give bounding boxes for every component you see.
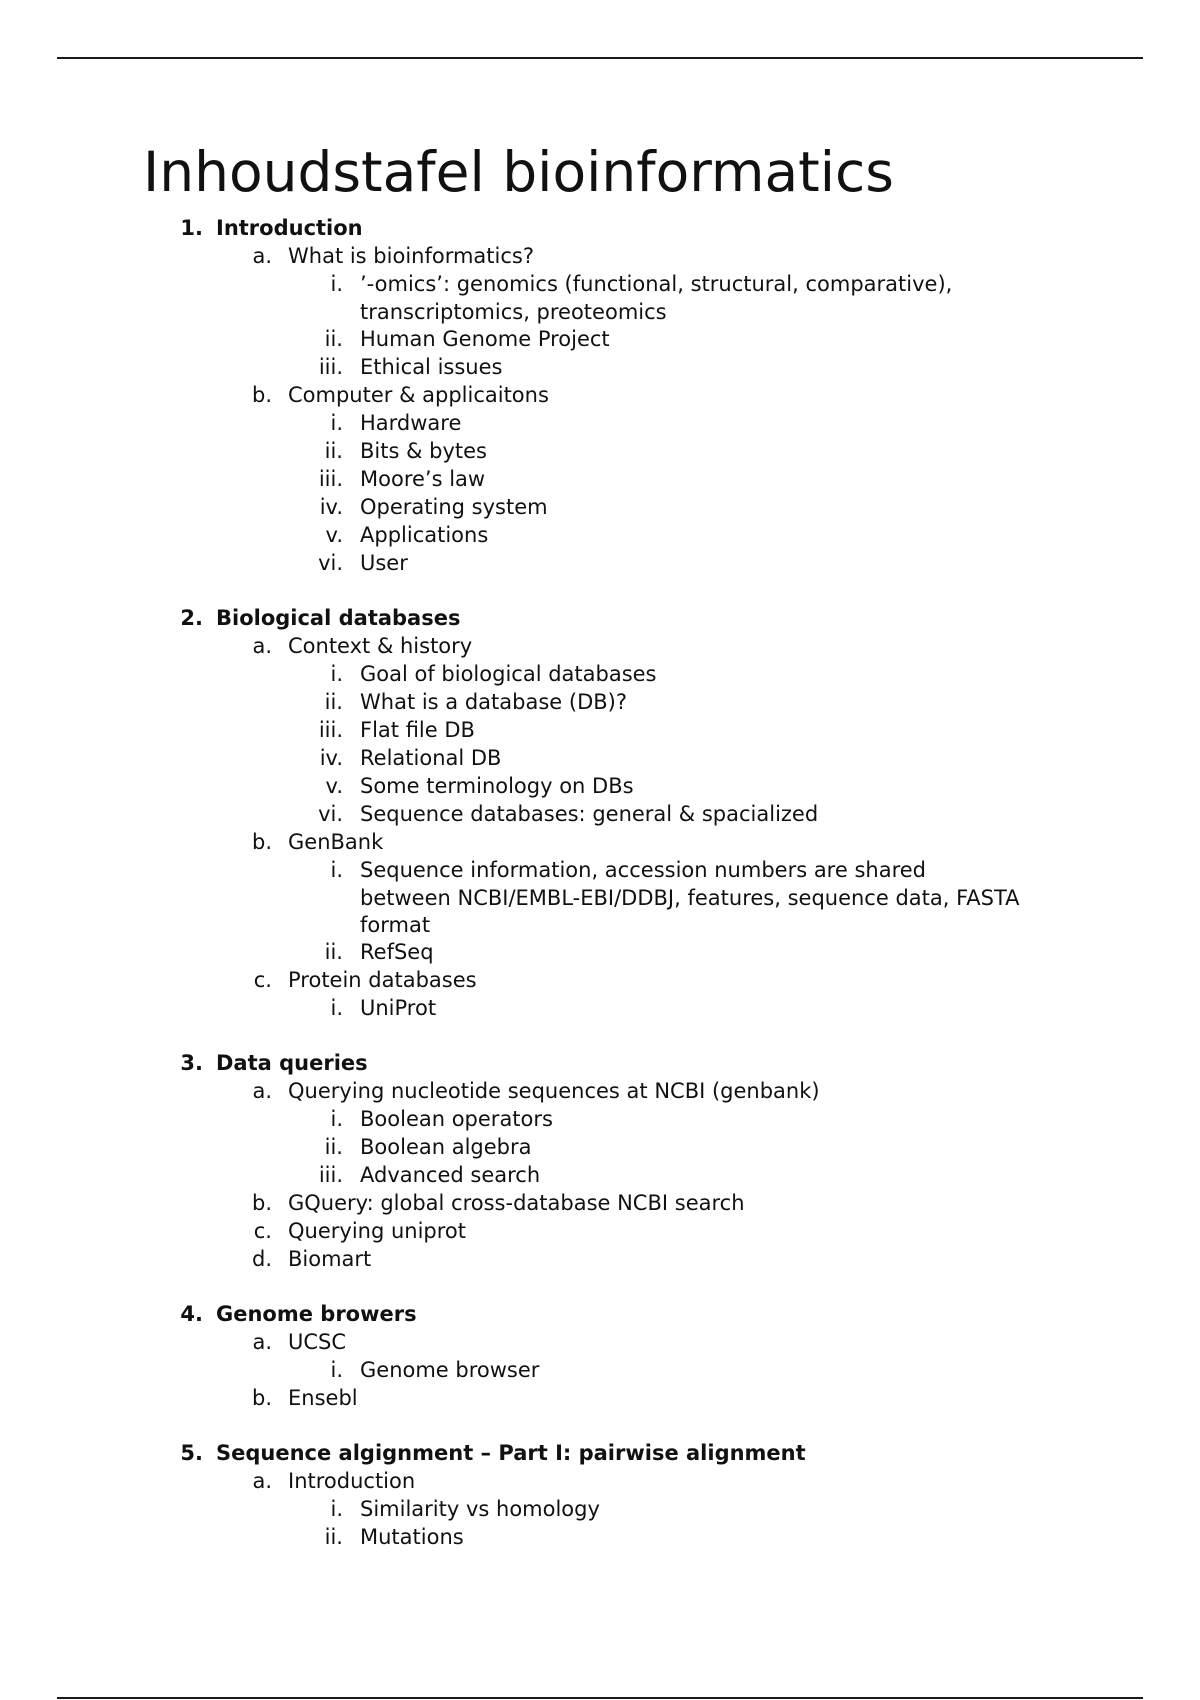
list-marker: iii. <box>318 467 343 491</box>
entry-text: Advanced search <box>360 1163 541 1187</box>
chapter-heading <box>0 1439 1200 1467</box>
topic-item <box>0 1495 1200 1523</box>
list-marker: ii. <box>324 439 343 463</box>
list-marker: c. <box>253 968 272 992</box>
table-of-contents <box>0 214 1200 1551</box>
list-marker: d. <box>251 1247 272 1271</box>
topic-item <box>0 688 1200 716</box>
topic-item <box>0 800 1200 828</box>
list-marker: i. <box>330 272 343 296</box>
entry-text: Goal of biological databases <box>360 662 657 686</box>
topic-item <box>0 911 1200 938</box>
entry-text: RefSeq <box>360 940 434 964</box>
topic-item <box>0 1133 1200 1161</box>
chapter-heading <box>0 1300 1200 1328</box>
list-marker: iii. <box>318 1163 343 1187</box>
subsection-item <box>0 1384 1200 1412</box>
entry-text: Genome browers <box>216 1302 417 1326</box>
list-marker: ii. <box>324 1135 343 1159</box>
entry-text: Similarity vs homology <box>360 1497 600 1521</box>
entry-text: Sequence databases: general & spacialized <box>360 802 819 826</box>
list-marker: 3. <box>180 1051 203 1075</box>
list-marker: v. <box>325 774 343 798</box>
list-marker: a. <box>252 1469 272 1493</box>
list-marker: b. <box>251 830 272 854</box>
entry-text: Human Genome Project <box>360 327 610 351</box>
entry-text: Introduction <box>216 216 363 240</box>
topic-item <box>0 994 1200 1022</box>
topic-item <box>0 298 1200 325</box>
entry-text: Moore’s law <box>360 467 486 491</box>
entry-text: Introduction <box>288 1469 416 1493</box>
topic-item <box>0 437 1200 465</box>
list-marker: v. <box>325 523 343 547</box>
entry-text: Computer & applicaitons <box>288 383 549 407</box>
entry-text: GenBank <box>288 830 384 854</box>
top-rule <box>57 57 1143 59</box>
topic-item <box>0 270 1200 298</box>
list-marker: vi. <box>318 551 343 575</box>
list-marker: 5. <box>180 1441 203 1465</box>
entry-text: UniProt <box>360 996 437 1020</box>
list-marker: iii. <box>318 718 343 742</box>
subsection-item <box>0 828 1200 856</box>
list-marker: 1. <box>180 216 203 240</box>
list-marker: 4. <box>180 1302 203 1326</box>
topic-item <box>0 1523 1200 1551</box>
list-marker: ii. <box>324 1525 343 1549</box>
bottom-rule <box>57 1697 1143 1699</box>
chapter-heading <box>0 214 1200 242</box>
entry-text: GQuery: global cross-database NCBI search <box>288 1191 745 1215</box>
subsection-item <box>0 1077 1200 1105</box>
entry-text: Hardware <box>360 411 462 435</box>
entry-text: Data queries <box>216 1051 368 1075</box>
list-marker: b. <box>251 1191 272 1215</box>
entry-text: Biological databases <box>216 606 461 630</box>
chapter-heading <box>0 604 1200 632</box>
entry-text: Biomart <box>288 1247 372 1271</box>
topic-item <box>0 772 1200 800</box>
entry-text: Boolean operators <box>360 1107 553 1131</box>
list-marker: i. <box>330 411 343 435</box>
list-marker: a. <box>252 634 272 658</box>
subsection-item <box>0 242 1200 270</box>
entry-text: What is bioinformatics? <box>288 244 534 268</box>
list-marker: vi. <box>318 802 343 826</box>
subsection-item <box>0 1245 1200 1273</box>
entry-text: Boolean algebra <box>360 1135 532 1159</box>
list-marker: i. <box>330 996 343 1020</box>
topic-item <box>0 521 1200 549</box>
section-spacer <box>0 577 1200 604</box>
list-marker: iii. <box>318 355 343 379</box>
topic-item <box>0 465 1200 493</box>
entry-text: Operating system <box>360 495 548 519</box>
chapter-heading <box>0 1049 1200 1077</box>
list-marker: a. <box>252 1079 272 1103</box>
list-marker: b. <box>251 1386 272 1410</box>
list-marker: c. <box>253 1219 272 1243</box>
list-marker: ii. <box>324 690 343 714</box>
list-marker: ii. <box>324 327 343 351</box>
list-marker: i. <box>330 1358 343 1382</box>
entry-text: Ethical issues <box>360 355 503 379</box>
list-marker: a. <box>252 1330 272 1354</box>
entry-text: Mutations <box>360 1525 464 1549</box>
entry-text: Ensebl <box>288 1386 358 1410</box>
subsection-item <box>0 966 1200 994</box>
topic-item <box>0 1356 1200 1384</box>
topic-item <box>0 549 1200 577</box>
topic-item <box>0 716 1200 744</box>
subsection-item <box>0 1467 1200 1495</box>
entry-text: Sequence information, accession numbers are shared <box>360 858 926 882</box>
entry-text: Sequence algignment – Part I: pairwise alignment <box>216 1441 806 1465</box>
topic-item <box>0 856 1200 884</box>
section-spacer <box>0 1022 1200 1049</box>
topic-item <box>0 325 1200 353</box>
list-marker: 2. <box>180 606 203 630</box>
topic-item <box>0 660 1200 688</box>
topic-item <box>0 1161 1200 1189</box>
topic-item <box>0 884 1200 911</box>
list-marker: ii. <box>324 940 343 964</box>
entry-text: Bits & bytes <box>360 439 487 463</box>
section-spacer <box>0 1273 1200 1300</box>
subsection-item <box>0 1328 1200 1356</box>
list-marker: i. <box>330 662 343 686</box>
topic-item <box>0 409 1200 437</box>
topic-item <box>0 938 1200 966</box>
entry-text: Genome browser <box>360 1358 540 1382</box>
list-marker: a. <box>252 244 272 268</box>
subsection-item <box>0 632 1200 660</box>
list-marker: iv. <box>319 746 343 770</box>
entry-text: format <box>360 913 431 937</box>
topic-item <box>0 493 1200 521</box>
entry-text: Querying uniprot <box>288 1219 467 1243</box>
entry-text: transcriptomics, preoteomics <box>360 300 667 324</box>
topic-item <box>0 744 1200 772</box>
entry-text: Some terminology on DBs <box>360 774 634 798</box>
entry-text: Context & history <box>288 634 473 658</box>
entry-text: UCSC <box>288 1330 347 1354</box>
subsection-item <box>0 1217 1200 1245</box>
list-marker: i. <box>330 1107 343 1131</box>
entry-text: Protein databases <box>288 968 477 992</box>
topic-item <box>0 1105 1200 1133</box>
entry-text: What is a database (DB)? <box>360 690 627 714</box>
document-title: Inhoudstafel bioinformatics <box>143 140 894 204</box>
subsection-item <box>0 1189 1200 1217</box>
entry-text: User <box>360 551 408 575</box>
topic-item <box>0 353 1200 381</box>
list-marker: i. <box>330 1497 343 1521</box>
entry-text: ’-omics’: genomics (functional, structural, comparative), <box>360 272 953 296</box>
subsection-item <box>0 381 1200 409</box>
entry-text: Querying nucleotide sequences at NCBI (genbank) <box>288 1079 820 1103</box>
list-marker: b. <box>251 383 272 407</box>
entry-text: Applications <box>360 523 489 547</box>
list-marker: i. <box>330 858 343 882</box>
list-marker: iv. <box>319 495 343 519</box>
entry-text: between NCBI/EMBL-EBI/DDBJ, features, sequence data, FASTA <box>360 886 1020 910</box>
entry-text: Relational DB <box>360 746 502 770</box>
section-spacer <box>0 1412 1200 1439</box>
entry-text: Flat file DB <box>360 718 475 742</box>
